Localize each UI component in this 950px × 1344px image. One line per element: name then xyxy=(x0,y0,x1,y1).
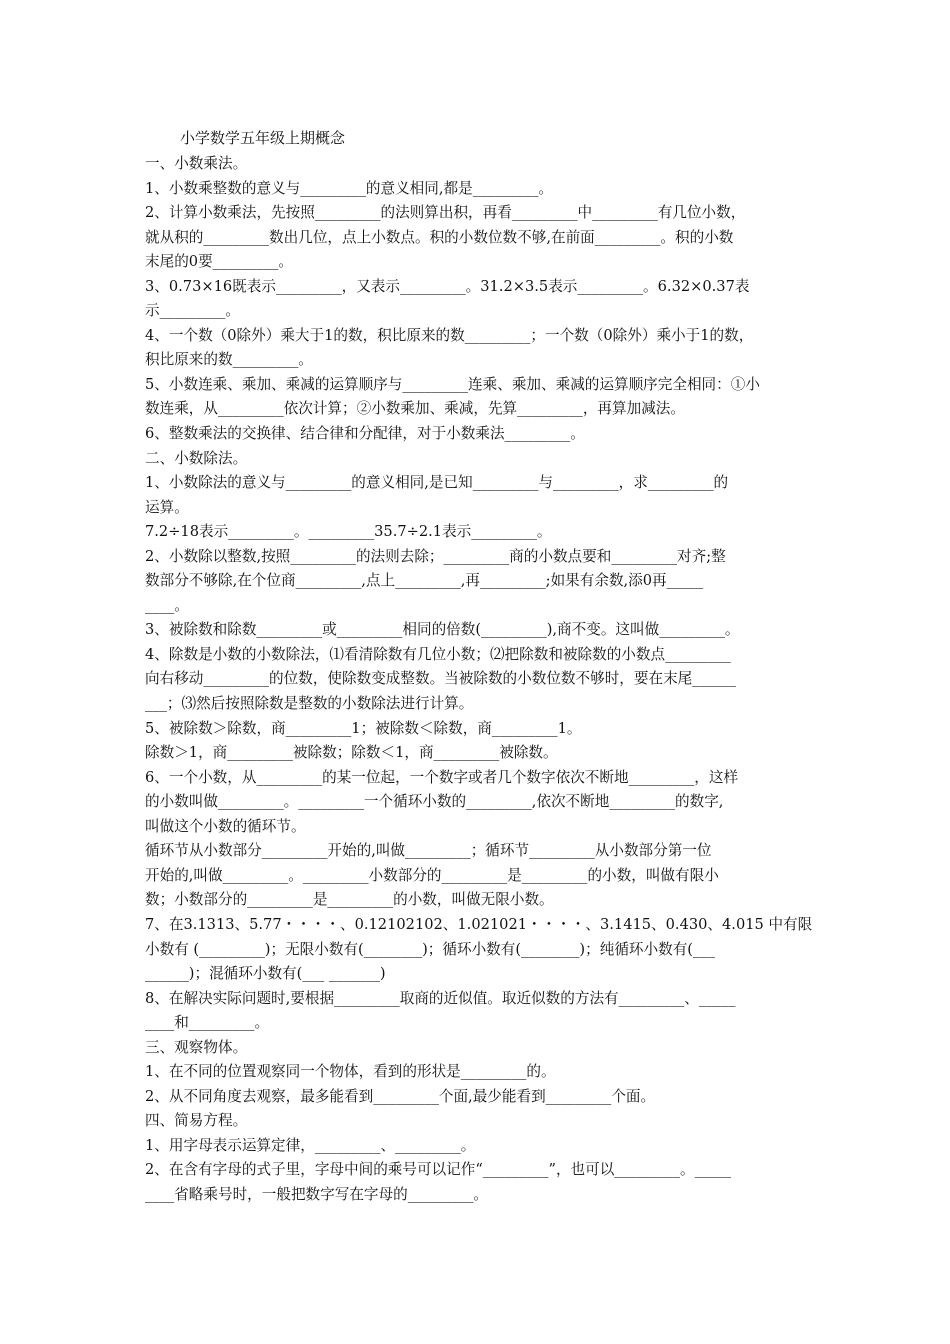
text-line: 运算。 xyxy=(145,498,189,516)
text-line: 末尾的0要_________。 xyxy=(145,253,293,271)
document-body xyxy=(145,152,813,1208)
text-line: 1、用字母表示运算定律，_________、_________。 xyxy=(145,1136,476,1154)
text-line: 积比原来的数_________。 xyxy=(145,351,313,369)
text-line: 7.2÷18表示_________。_________35.7÷2.1表示_________。 xyxy=(145,523,552,541)
text-line: 循环节从小数部分_________开始的,叫做_________；循环节_________从小数部分第一位 xyxy=(145,842,712,860)
text-line: 1、小数乘整数的意义与_________的意义相同,都是_________。 xyxy=(145,179,553,197)
text-line: 小数有 (_________)；无限小数有(________)；循环小数有(________)；纯循环小数有(___ xyxy=(145,940,715,958)
text-line: 2、小数除以整数,按照_________的法则去除；_________商的小数点要和_________对齐;整 xyxy=(145,547,726,565)
text-line: ______)；混循环小数有(___ _______) xyxy=(145,965,386,983)
text-line: ____省略乘号时，一般把数字写在字母的_________。 xyxy=(145,1185,488,1203)
text-line: ___；⑶然后按照除数是整数的小数除法进行计算。 xyxy=(145,695,474,713)
text-line: 5、小数连乘、乘加、乘减的运算顺序与_________连乘、乘加、乘减的运算顺序完全相同：①小 xyxy=(145,375,760,393)
text-line: 的小数叫做_________。_________一个循环小数的_________,依次不断地_________的数字, xyxy=(145,793,724,811)
text-line: 3、0.73×16既表示_________，又表示_________。31.2×3.5表示_________。6.32×0.37表 xyxy=(145,277,750,295)
text-line: 8、在解决实际问题时,要根据_________取商的近似值。取近似数的方法有_________、_____ xyxy=(145,989,736,1007)
text-line: 一、小数乘法。 xyxy=(145,155,248,172)
text-line: 2、在含有字母的式子里，字母中间的乘号可以记作“_________”，也可以_________。_____ xyxy=(145,1161,732,1179)
text-line: 三、观察物体。 xyxy=(145,1038,248,1056)
text-line: ____。 xyxy=(145,596,189,614)
text-line: 示_________。 xyxy=(145,302,240,320)
text-line: ____和_________。 xyxy=(145,1014,270,1032)
text-line: 4、除数是小数的小数除法，⑴看清除数有几位小数；⑵把除数和被除数的小数点_________ xyxy=(145,645,731,663)
text-line: 数；小数部分的_________是_________的小数，叫做无限小数。 xyxy=(145,891,554,909)
text-line: 6、一个小数，从_________的某一位起，一个数字或者几个数字依次不断地_________，这样 xyxy=(145,768,739,786)
text-line: 就从积的_________数出几位，点上小数点。积的小数位数不够,在前面_________。积的小数 xyxy=(145,228,734,246)
text-line: 6、整数乘法的交换律、结合律和分配律，对于小数乘法_________。 xyxy=(145,425,585,443)
document-title: 小学数学五年级上期概念 xyxy=(180,129,346,147)
text-line: 数连乘，从_________依次计算；②小数乘加、乘减，先算_________，再算加减法。 xyxy=(145,400,685,418)
text-line: 开始的,叫做_________。_________小数部分的_________是_________的小数，叫做有限小 xyxy=(145,866,719,884)
text-line: 7、在3.1313、5.77・・・・、0.12102102、1.021021・・・・、3.1415、0.430、4.015 中有限 xyxy=(145,915,813,933)
text-line: 向右移动_________的位数，使除数变成整数。当被除数的小数位数不够时，要在末尾______ xyxy=(145,670,737,688)
text-line: 叫做这个小数的循环节。 xyxy=(145,817,306,835)
text-line: 2、计算小数乘法，先按照_________的法则算出积，再看_________中_________有几位小数， xyxy=(145,204,746,222)
text-line: 5、被除数＞除数，商_________1；被除数＜除数，商_________1。 xyxy=(145,719,582,737)
text-line: 数部分不够除,在个位商_________,点上_________,再_________;如果有余数,添0再_____ xyxy=(145,572,704,590)
text-line: 2、从不同角度去观察，最多能看到_________个面,最少能看到_________个面。 xyxy=(145,1087,656,1105)
text-line: 除数＞1，商_________被除数；除数＜1，商_________被除数。 xyxy=(145,744,558,762)
text-line: 1、小数除法的意义与_________的意义相同,是已知_________与_________，求_________的 xyxy=(145,474,729,492)
text-line: 4、一个数（0除外）乘大于1的数，积比原来的数_________；一个数（0除外）乘小于1的数， xyxy=(145,326,754,344)
text-line: 二、小数除法。 xyxy=(145,449,248,467)
text-line: 3、被除数和除数_________或_________相同的倍数(_________),商不变。这叫做_________。 xyxy=(145,621,740,639)
text-line: 1、在不同的位置观察同一个物体，看到的形状是_________的。 xyxy=(145,1063,556,1081)
text-line: 四、简易方程。 xyxy=(145,1112,248,1130)
